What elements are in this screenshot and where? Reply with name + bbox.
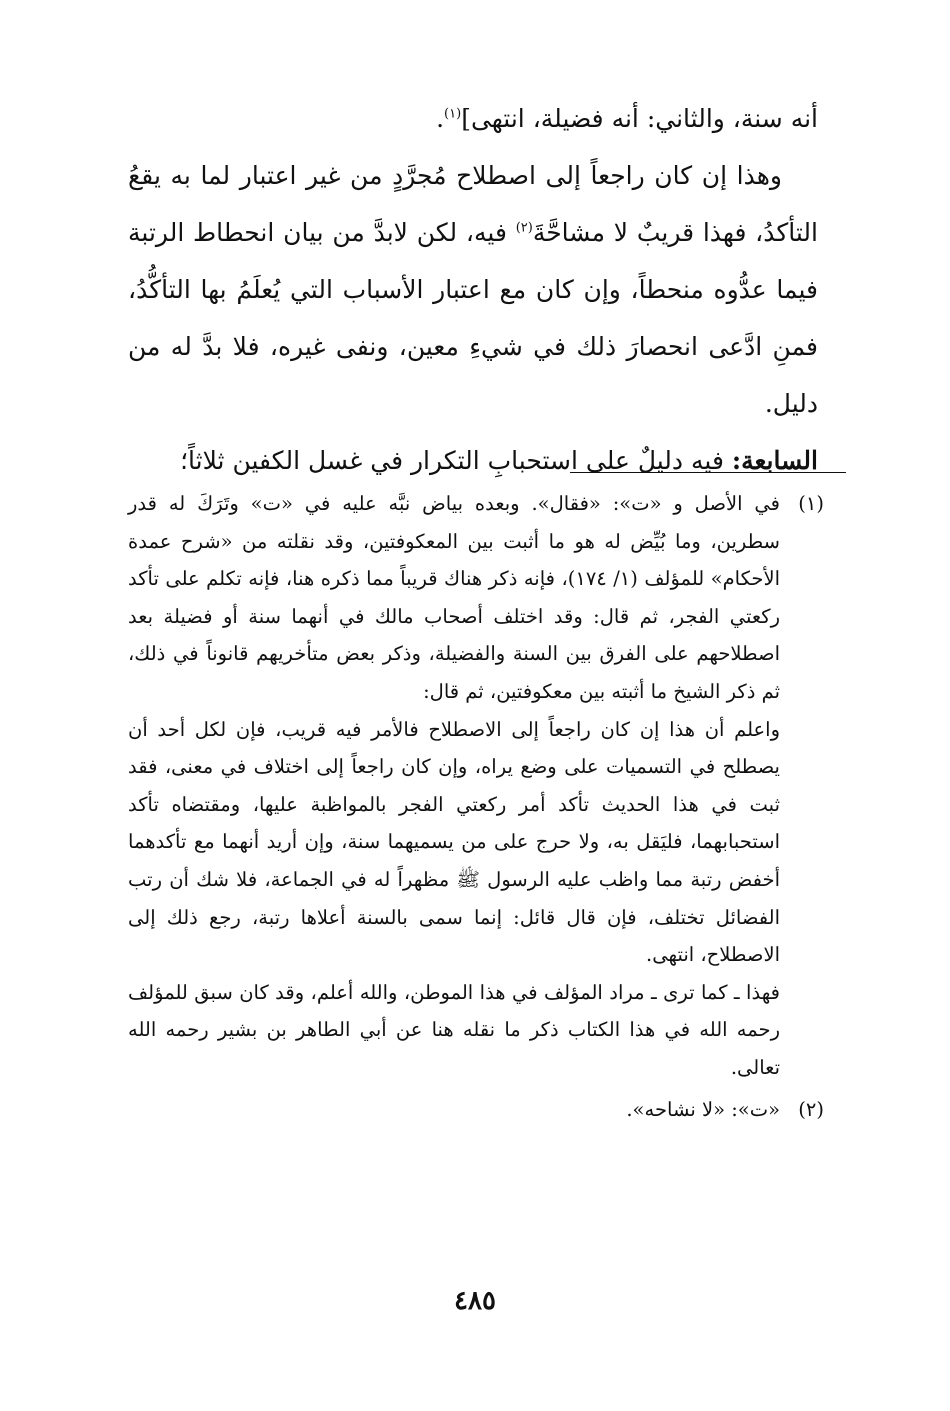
footnotes [128,485,824,1128]
footnote-2 [128,1091,824,1129]
footnote-1-note: فهذا ـ كما ترى ـ مراد المؤلف في هذا الموطن، والله أعلم، وقد كان سبق للمؤلف رحمه الله في هذا الكتاب ذكر ما نقله هنا عن أبي الطاهر بن بشير رحمه الله تعالى. [128,980,780,1079]
main-paragraph-2-part-b: فيه، لكن لابدَّ من بيان انحطاط الرتبة فيما عدُّوه منحطاً، وإن كان مع اعتبار الأسباب التي يُعلَمُ بها التأكُّدُ، فمنِ ادَّعى انحصارَ ذلك في شيءِ معين، ونفى غيره، فلا بدَّ له من دليل. [128,218,818,418]
main-paragraph-2 [128,147,818,432]
footnote-ref-2[interactable]: (٢) [515,220,533,236]
main-line-1 [128,90,818,147]
footnote-2-number: (٢) [798,1097,824,1121]
main-line-1-end: . [436,104,445,133]
footnote-1-text: في الأصل و «ت»: «فقال». وبعده بياض نبَّه عليه في «ت» وتَرَكَ له قدر سطرين، وما بُيِّض له هو ما أثبت بين المعكوفتين، وقد نقلته من «شرح عمدة الأحكام» للمؤلف (١/ ١٧٤)، فإنه ذكر هناك قريباً مما ذكره هنا، فإنه تكلم على تأكد ركعتي الفجر، ثم قال: وقد اختلف أصحاب مالك في أنهما سنة أو فضيلة بعد اصطلاحهم على الفرق بين السنة والفضيلة، وذكر بعض متأخريهم قانوناً في ذلك، ثم ذكر الشيخ ما أثبته بين معكوفتين، ثم قال: [128,492,780,703]
footnote-1-number: (١) [798,492,824,515]
footnote-ref-1[interactable]: (١) [444,106,462,122]
footnote-separator [570,472,846,473]
footnote-1-quote: واعلم أن هذا إن كان راجعاً إلى الاصطلاح فالأمر فيه قريب، فإن لكل أحد أن يصطلح في التسميات على وضع يراه، وإن كان راجعاً إلى اختلاف في معنى، فقد ثبت في هذا الحديث تأكد أمر ركعتي الفجر بالمواظبة عليها، ومقتضاه تأكد استحبابهما، فليَقل به، ولا حرج على من يسميهما سنة، وإن أريد أنهما مع تأكدهما أخفض رتبة مما واظب عليه الرسول ﷺ مظهراً له في الجماعة، فلا شك أن رتب الفضائل تختلف، فإن قال قائل: إنما سمى بالسنة أعلاها رتبة، رجع ذلك إلى الاصطلاح، انتهى. [128,717,780,967]
footnote-1 [128,485,824,711]
section-term: السابعة: [731,446,818,475]
main-paragraph-2-part-a: وهذا إن كان راجعاً إلى اصطلاح مُجرَّدٍ من غير اعتبار لما به يقعُ التأكدُ، فهذا قريبٌ لا مشاحَّةَ [128,161,818,247]
main-line-1-text: أنه سنة، والثاني: أنه فضيلة، انتهى] [461,104,818,133]
main-paragraph-3-text: فيه دليلٌ على استحبابِ التكرار في غسل الكفين ثلاثاً؛ [180,446,732,475]
main-text [128,90,818,489]
page-number: ٤٨٥ [454,1286,496,1316]
main-paragraph-3 [128,432,818,489]
footnote-2-text: «ت»: «لا نشاحه». [626,1097,780,1121]
